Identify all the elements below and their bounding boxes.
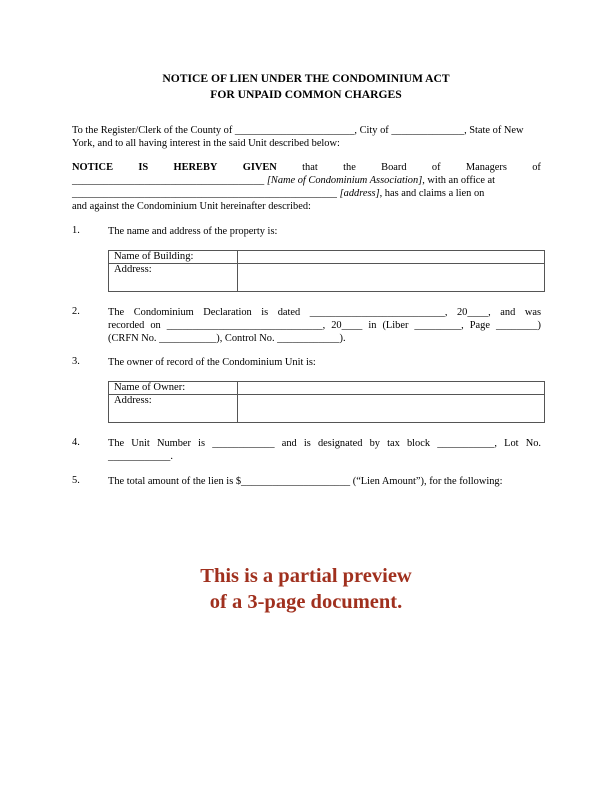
notice-word: Board bbox=[381, 162, 407, 173]
building-table bbox=[108, 250, 545, 292]
item-2-line-2: recorded on ______________________________, 20____ in (Liber _________, Page ________) bbox=[108, 320, 541, 331]
item-number: 5. bbox=[72, 475, 80, 486]
owner-name-label: Name of Owner: bbox=[109, 382, 238, 395]
notice-line-4: and against the Condominium Unit hereinafter described: bbox=[72, 201, 311, 212]
notice-word: GIVEN bbox=[242, 162, 277, 173]
item-2-line-1: The Condominium Declaration is dated __________________________, 20____, and was bbox=[108, 307, 541, 318]
notice-line-2 bbox=[72, 174, 541, 187]
building-name-cell bbox=[238, 251, 545, 264]
notice-word: of bbox=[431, 162, 441, 173]
notice-word: that bbox=[302, 162, 318, 173]
address-blank: ___________________________________________________ bbox=[72, 188, 337, 199]
association-placeholder: [Name of Condominium Association] bbox=[266, 175, 423, 186]
preview-notice-line-2: of a 3-page document. bbox=[209, 591, 403, 613]
owner-address-label: Address: bbox=[109, 395, 238, 423]
item-number: 1. bbox=[72, 225, 80, 236]
owner-name-cell bbox=[238, 382, 545, 395]
intro-line-2: York, and to all having interest in the said Unit described below: bbox=[72, 138, 340, 149]
item-number: 4. bbox=[72, 437, 80, 448]
notice-word: HEREBY bbox=[173, 162, 218, 173]
preview-notice-line-1: This is a partial preview bbox=[200, 565, 412, 587]
title-line-1: NOTICE OF LIEN UNDER THE CONDOMINIUM ACT bbox=[162, 72, 450, 85]
intro-line-1: To the Register/Clerk of the County of _______________________, City of ______________, State of New bbox=[72, 125, 524, 136]
item-1-text: The name and address of the property is: bbox=[108, 226, 278, 237]
building-name-label: Name of Building: bbox=[109, 251, 238, 264]
item-3-text: The owner of record of the Condominium Unit is: bbox=[108, 357, 316, 368]
building-address-label: Address: bbox=[109, 264, 238, 292]
notice-word: NOTICE bbox=[72, 162, 113, 173]
notice-line-1 bbox=[72, 161, 541, 174]
item-number: 2. bbox=[72, 306, 80, 317]
lien-text: , has and claims a lien on bbox=[379, 188, 485, 199]
office-text: , with an office at bbox=[422, 175, 496, 186]
owner-address-cell bbox=[238, 395, 545, 423]
notice-line-3 bbox=[72, 187, 541, 200]
notice-word: Managers bbox=[465, 162, 507, 173]
item-4-line-2: ____________. bbox=[108, 451, 173, 462]
notice-word: the bbox=[343, 162, 356, 173]
notice-word: IS bbox=[138, 162, 149, 173]
item-2-line-3: (CRFN No. ___________), Control No. ____________). bbox=[108, 333, 346, 344]
address-placeholder: [address] bbox=[339, 188, 380, 199]
item-number: 3. bbox=[72, 356, 80, 367]
item-5-text: The total amount of the lien is $_____________________ (“Lien Amount”), for the following: bbox=[108, 476, 503, 487]
item-4-line-1: The Unit Number is ____________ and is designated by tax block ___________, Lot No. bbox=[108, 438, 541, 449]
association-blank: _____________________________________ bbox=[72, 175, 265, 186]
notice-word: of bbox=[532, 162, 541, 173]
owner-table bbox=[108, 381, 545, 423]
title-line-2: FOR UNPAID COMMON CHARGES bbox=[210, 88, 402, 101]
building-address-cell bbox=[238, 264, 545, 292]
